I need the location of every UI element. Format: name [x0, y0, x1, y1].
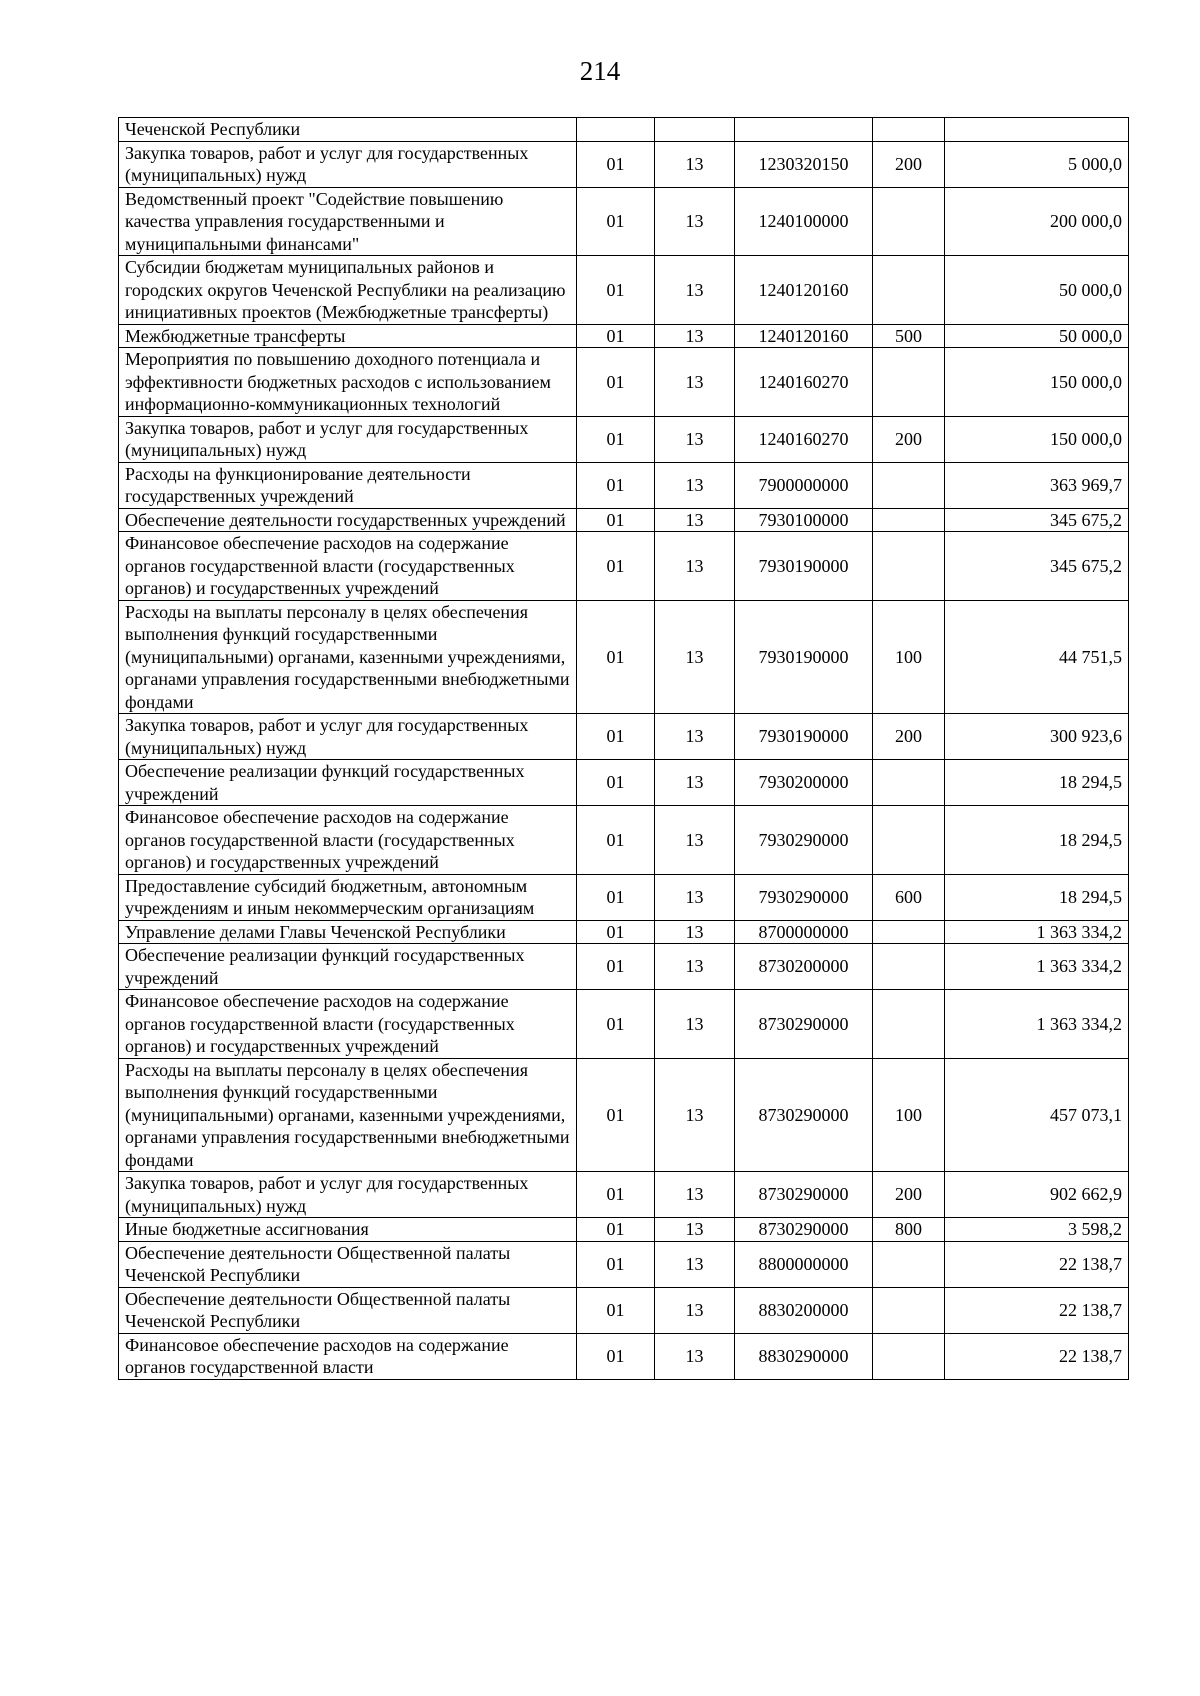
- subsection-code-cell: 13: [655, 944, 735, 990]
- expense-name-cell: Финансовое обеспечение расходов на содержание органов государственной власти (государственных органов) и государственных учреждений: [119, 990, 577, 1059]
- table-row: [119, 141, 1129, 187]
- table-row: [119, 187, 1129, 256]
- expense-name-cell: Расходы на функционирование деятельности государственных учреждений: [119, 462, 577, 508]
- expense-name-cell: Ведомственный проект "Содействие повышению качества управления государственными и муниципальными финансами": [119, 187, 577, 256]
- expense-name-cell: Закупка товаров, работ и услуг для государственных (муниципальных) нужд: [119, 416, 577, 462]
- amount-cell: 18 294,5: [945, 806, 1129, 875]
- section-code-cell: 01: [577, 600, 655, 714]
- section-code-cell: 01: [577, 760, 655, 806]
- table-row: [119, 256, 1129, 325]
- amount-cell: 150 000,0: [945, 416, 1129, 462]
- amount-cell: 300 923,6: [945, 714, 1129, 760]
- section-code-cell: 01: [577, 532, 655, 601]
- subsection-code-cell: 13: [655, 1172, 735, 1218]
- subsection-code-cell: 13: [655, 416, 735, 462]
- expense-type-code-cell: [873, 256, 945, 325]
- subsection-code-cell: 13: [655, 874, 735, 920]
- target-article-code-cell: 1240100000: [735, 187, 873, 256]
- section-code-cell: 01: [577, 1218, 655, 1242]
- amount-cell: 363 969,7: [945, 462, 1129, 508]
- expense-type-code-cell: [873, 462, 945, 508]
- expense-name-cell: Межбюджетные трансферты: [119, 324, 577, 348]
- amount-cell: 200 000,0: [945, 187, 1129, 256]
- expense-type-code-cell: [873, 1241, 945, 1287]
- budget-table-body: [119, 118, 1129, 1380]
- table-row: [119, 508, 1129, 532]
- section-code-cell: 01: [577, 1241, 655, 1287]
- target-article-code-cell: 8730290000: [735, 1058, 873, 1172]
- section-code-cell: 01: [577, 141, 655, 187]
- section-code-cell: 01: [577, 256, 655, 325]
- target-article-code-cell: 1230320150: [735, 141, 873, 187]
- expense-type-code-cell: [873, 187, 945, 256]
- amount-cell: [945, 118, 1129, 142]
- expense-name-cell: Финансовое обеспечение расходов на содержание органов государственной власти (государственных органов) и государственных учреждений: [119, 532, 577, 601]
- section-code-cell: 01: [577, 920, 655, 944]
- section-code-cell: 01: [577, 874, 655, 920]
- amount-cell: 457 073,1: [945, 1058, 1129, 1172]
- subsection-code-cell: 13: [655, 600, 735, 714]
- expense-name-cell: Закупка товаров, работ и услуг для государственных (муниципальных) нужд: [119, 141, 577, 187]
- table-row: [119, 760, 1129, 806]
- amount-cell: 22 138,7: [945, 1287, 1129, 1333]
- target-article-code-cell: 7930190000: [735, 532, 873, 601]
- target-article-code-cell: 8830290000: [735, 1333, 873, 1379]
- amount-cell: 50 000,0: [945, 324, 1129, 348]
- page-number: 214: [579, 56, 621, 86]
- subsection-code-cell: 13: [655, 462, 735, 508]
- target-article-code-cell: 8830200000: [735, 1287, 873, 1333]
- target-article-code-cell: 1240120160: [735, 256, 873, 325]
- expense-type-code-cell: 600: [873, 874, 945, 920]
- expense-name-cell: Расходы на выплаты персоналу в целях обеспечения выполнения функций государственными (муниципальными) органами, казенными учреждениями, органами управления государственными внебюджетными фондами: [119, 1058, 577, 1172]
- expense-type-code-cell: [873, 944, 945, 990]
- expense-type-code-cell: 200: [873, 416, 945, 462]
- amount-cell: 44 751,5: [945, 600, 1129, 714]
- table-row: [119, 118, 1129, 142]
- amount-cell: 345 675,2: [945, 508, 1129, 532]
- subsection-code-cell: 13: [655, 348, 735, 417]
- target-article-code-cell: 7930100000: [735, 508, 873, 532]
- expense-type-code-cell: [873, 760, 945, 806]
- target-article-code-cell: 8730290000: [735, 990, 873, 1059]
- section-code-cell: 01: [577, 187, 655, 256]
- target-article-code-cell: 7930200000: [735, 760, 873, 806]
- subsection-code-cell: 13: [655, 990, 735, 1059]
- section-code-cell: [577, 118, 655, 142]
- expense-type-code-cell: 100: [873, 600, 945, 714]
- expense-type-code-cell: 800: [873, 1218, 945, 1242]
- expense-type-code-cell: [873, 806, 945, 875]
- expense-type-code-cell: 200: [873, 141, 945, 187]
- section-code-cell: 01: [577, 416, 655, 462]
- subsection-code-cell: 13: [655, 256, 735, 325]
- expense-type-code-cell: [873, 118, 945, 142]
- table-row: [119, 1241, 1129, 1287]
- target-article-code-cell: 8730200000: [735, 944, 873, 990]
- expense-type-code-cell: [873, 1333, 945, 1379]
- section-code-cell: 01: [577, 944, 655, 990]
- table-row: [119, 944, 1129, 990]
- section-code-cell: 01: [577, 1287, 655, 1333]
- expense-type-code-cell: 200: [873, 714, 945, 760]
- target-article-code-cell: 1240160270: [735, 416, 873, 462]
- expense-name-cell: Управление делами Главы Чеченской Республики: [119, 920, 577, 944]
- expense-name-cell: Обеспечение деятельности Общественной палаты Чеченской Республики: [119, 1241, 577, 1287]
- amount-cell: 1 363 334,2: [945, 920, 1129, 944]
- table-row: [119, 1218, 1129, 1242]
- budget-table: [118, 117, 1129, 1380]
- section-code-cell: 01: [577, 324, 655, 348]
- amount-cell: 150 000,0: [945, 348, 1129, 417]
- expense-name-cell: Расходы на выплаты персоналу в целях обеспечения выполнения функций государственными (муниципальными) органами, казенными учреждениями, органами управления государственными внебюджетными фондами: [119, 600, 577, 714]
- subsection-code-cell: 13: [655, 187, 735, 256]
- expense-name-cell: Обеспечение реализации функций государственных учреждений: [119, 760, 577, 806]
- section-code-cell: 01: [577, 1333, 655, 1379]
- amount-cell: 18 294,5: [945, 874, 1129, 920]
- subsection-code-cell: 13: [655, 1333, 735, 1379]
- table-row: [119, 1172, 1129, 1218]
- amount-cell: 22 138,7: [945, 1241, 1129, 1287]
- target-article-code-cell: 7900000000: [735, 462, 873, 508]
- section-code-cell: 01: [577, 348, 655, 417]
- target-article-code-cell: 1240120160: [735, 324, 873, 348]
- table-row: [119, 806, 1129, 875]
- table-row: [119, 324, 1129, 348]
- table-row: [119, 874, 1129, 920]
- expense-name-cell: Обеспечение деятельности государственных учреждений: [119, 508, 577, 532]
- table-row: [119, 348, 1129, 417]
- table-row: [119, 416, 1129, 462]
- target-article-code-cell: 8730290000: [735, 1172, 873, 1218]
- section-code-cell: 01: [577, 990, 655, 1059]
- amount-cell: 902 662,9: [945, 1172, 1129, 1218]
- target-article-code-cell: 7930290000: [735, 806, 873, 875]
- table-row: [119, 714, 1129, 760]
- expense-name-cell: Финансовое обеспечение расходов на содержание органов государственной власти: [119, 1333, 577, 1379]
- target-article-code-cell: 8700000000: [735, 920, 873, 944]
- amount-cell: 1 363 334,2: [945, 944, 1129, 990]
- expense-name-cell: Предоставление субсидий бюджетным, автономным учреждениям и иным некоммерческим организациям: [119, 874, 577, 920]
- subsection-code-cell: 13: [655, 532, 735, 601]
- subsection-code-cell: 13: [655, 806, 735, 875]
- section-code-cell: 01: [577, 714, 655, 760]
- expense-name-cell: Закупка товаров, работ и услуг для государственных (муниципальных) нужд: [119, 1172, 577, 1218]
- expense-type-code-cell: [873, 990, 945, 1059]
- subsection-code-cell: 13: [655, 141, 735, 187]
- amount-cell: 3 598,2: [945, 1218, 1129, 1242]
- target-article-code-cell: 1240160270: [735, 348, 873, 417]
- subsection-code-cell: 13: [655, 1058, 735, 1172]
- section-code-cell: 01: [577, 508, 655, 532]
- expense-name-cell: Финансовое обеспечение расходов на содержание органов государственной власти (государственных органов) и государственных учреждений: [119, 806, 577, 875]
- subsection-code-cell: 13: [655, 714, 735, 760]
- expense-name-cell: Мероприятия по повышению доходного потенциала и эффективности бюджетных расходов с использованием информационно-коммуникационных технологий: [119, 348, 577, 417]
- target-article-code-cell: 8730290000: [735, 1218, 873, 1242]
- subsection-code-cell: 13: [655, 920, 735, 944]
- amount-cell: 18 294,5: [945, 760, 1129, 806]
- subsection-code-cell: 13: [655, 1287, 735, 1333]
- amount-cell: 50 000,0: [945, 256, 1129, 325]
- table-row: [119, 1333, 1129, 1379]
- target-article-code-cell: 8800000000: [735, 1241, 873, 1287]
- table-row: [119, 920, 1129, 944]
- section-code-cell: 01: [577, 1058, 655, 1172]
- expense-name-cell: Обеспечение деятельности Общественной палаты Чеченской Республики: [119, 1287, 577, 1333]
- table-row: [119, 1058, 1129, 1172]
- amount-cell: 22 138,7: [945, 1333, 1129, 1379]
- target-article-code-cell: 7930190000: [735, 600, 873, 714]
- expense-type-code-cell: [873, 920, 945, 944]
- section-code-cell: 01: [577, 462, 655, 508]
- table-row: [119, 600, 1129, 714]
- amount-cell: 1 363 334,2: [945, 990, 1129, 1059]
- subsection-code-cell: [655, 118, 735, 142]
- amount-cell: 345 675,2: [945, 532, 1129, 601]
- expense-name-cell: Иные бюджетные ассигнования: [119, 1218, 577, 1242]
- expense-name-cell: Обеспечение реализации функций государственных учреждений: [119, 944, 577, 990]
- subsection-code-cell: 13: [655, 324, 735, 348]
- section-code-cell: 01: [577, 806, 655, 875]
- expense-name-cell: Закупка товаров, работ и услуг для государственных (муниципальных) нужд: [119, 714, 577, 760]
- expense-name-cell: Чеченской Республики: [119, 118, 577, 142]
- section-code-cell: 01: [577, 1172, 655, 1218]
- subsection-code-cell: 13: [655, 508, 735, 532]
- subsection-code-cell: 13: [655, 760, 735, 806]
- expense-type-code-cell: [873, 348, 945, 417]
- subsection-code-cell: 13: [655, 1218, 735, 1242]
- amount-cell: 5 000,0: [945, 141, 1129, 187]
- table-row: [119, 462, 1129, 508]
- subsection-code-cell: 13: [655, 1241, 735, 1287]
- target-article-code-cell: 7930290000: [735, 874, 873, 920]
- expense-type-code-cell: [873, 532, 945, 601]
- table-row: [119, 532, 1129, 601]
- expense-type-code-cell: [873, 508, 945, 532]
- table-row: [119, 1287, 1129, 1333]
- expense-type-code-cell: [873, 1287, 945, 1333]
- expense-type-code-cell: 200: [873, 1172, 945, 1218]
- target-article-code-cell: 7930190000: [735, 714, 873, 760]
- expense-name-cell: Субсидии бюджетам муниципальных районов и городских округов Чеченской Республики на реализацию инициативных проектов (Межбюджетные трансферты): [119, 256, 577, 325]
- table-row: [119, 990, 1129, 1059]
- expense-type-code-cell: 500: [873, 324, 945, 348]
- target-article-code-cell: [735, 118, 873, 142]
- expense-type-code-cell: 100: [873, 1058, 945, 1172]
